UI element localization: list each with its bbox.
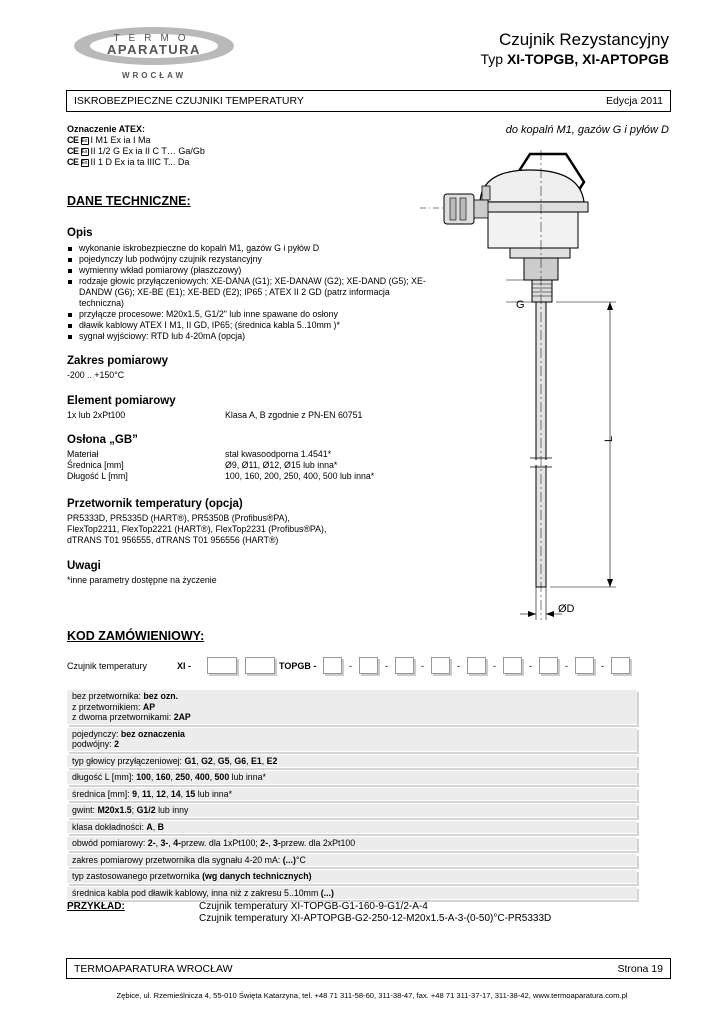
field-length[interactable] xyxy=(359,657,378,674)
opis-item: sygnał wyjściowy: RTD lub 4-20mA (opcja) xyxy=(67,331,437,342)
opis-item: dławik kablowy ATEX I M1, II GD, IP65; (średnica kabla 5..10mm )* xyxy=(67,320,437,331)
footer-company: TERMOAPARATURA WROCŁAW xyxy=(74,962,233,975)
order-dash: - xyxy=(385,660,388,671)
element-block xyxy=(67,396,362,421)
uwagi-value: *inne parametry dostępne na życzenie xyxy=(67,575,217,585)
oslona-key: Materiał xyxy=(67,449,99,459)
company-address: Zębice, ul. Rzemieślnicza 4, 55-010 Święta Katarzyna, tel. +48 71 311-58-60, 311-38-47, fax. +48 71 311-37-17, 311-38-42, www.termoaparatura.com.pl xyxy=(116,991,628,1000)
uwagi-block xyxy=(67,561,217,586)
order-option: długość L [mm]: 100, 160, 250, 400, 500 lub inna* xyxy=(67,771,637,785)
element-type: 1x lub 2xPt100 xyxy=(67,410,126,420)
process-thread xyxy=(532,280,552,302)
ex-mark-icon: Ex xyxy=(81,159,88,166)
oslona-value: stal kwasoodporna 1.4541* xyxy=(225,449,332,459)
ce-mark-icon: CE xyxy=(67,135,79,145)
przetwornik-block xyxy=(67,499,326,546)
order-prefix: XI - xyxy=(177,660,192,671)
logo-line1: TERMO xyxy=(113,33,195,44)
field-range[interactable] xyxy=(539,657,558,674)
opis-item: wykonanie iskrobezpieczne do kopalń M1, gazów G i pyłów D xyxy=(67,243,437,254)
title-sub xyxy=(480,51,669,67)
przetwornik-line: dTRANS T01 956555, dTRANS T01 956556 (HART®) xyxy=(67,535,279,545)
atex-line xyxy=(67,157,205,168)
field-converter[interactable] xyxy=(207,657,237,674)
zakres-title: Zakres pomiarowy xyxy=(67,355,168,367)
logo-line2: APARATURA xyxy=(107,42,201,57)
przetwornik-lines xyxy=(67,513,326,546)
element-row xyxy=(67,410,362,421)
oslona-value: 100, 160, 200, 250, 400, 500 lub inna* xyxy=(225,471,375,481)
example-line: Czujnik temperatury XI-APTOPGB-G2-250-12-M20x1.5-A-3-(0-50)°C-PR5333D xyxy=(199,913,552,924)
order-option: pojedynczy: bez oznaczenia podwójny: 2 xyxy=(67,728,637,752)
field-circuit[interactable] xyxy=(503,657,522,674)
oslona-value: Ø9, Ø11, Ø12, Ø15 lub inna* xyxy=(225,460,338,470)
order-option: średnica [mm]: 9, 11, 12, 14, 15 lub inna* xyxy=(67,788,637,802)
order-dash: - xyxy=(493,660,496,671)
atex-line-text: I M1 Ex ia I Ma xyxy=(90,135,151,145)
example-line: Czujnik temperatury XI-TOPGB-G1-160-9-G1/2-A-4 xyxy=(199,901,428,912)
przetwornik-line: FlexTop2211, FlexTop2221 (HART®), FlexTop2231 (Profibus®PA), xyxy=(67,524,327,534)
header-category: ISKROBEZPIECZNE CZUJNIKI TEMPERATURY xyxy=(74,95,304,107)
example-values xyxy=(199,901,551,925)
cable-gland xyxy=(420,194,488,224)
company-logo xyxy=(72,24,236,86)
atex-marking xyxy=(67,124,205,168)
order-dash: - xyxy=(421,660,424,671)
order-option: gwint: M20x1.5; G1/2 lub inny xyxy=(67,804,637,818)
zakres-value: -200 .. +150°C xyxy=(67,370,125,380)
atex-line xyxy=(67,146,205,157)
dimension-l-label: L xyxy=(603,435,615,442)
section-order-title: KOD ZAMÓWIENIOWY: xyxy=(67,629,205,643)
application-subtitle: do kopalń M1, gazów G i pyłów D xyxy=(505,124,669,136)
order-mid: TOPGB - xyxy=(279,660,317,671)
oslona-title: Osłona „GB” xyxy=(67,434,138,446)
order-option: obwód pomiarowy: 2-, 3-, 4-przew. dla 1xPt100; 2-, 3-przew. dla 2xPt100 xyxy=(67,837,637,851)
order-dash: - xyxy=(457,660,460,671)
field-sensor-count[interactable] xyxy=(245,657,275,674)
order-option: zakres pomiarowy przetwornika dla sygnału 4-20 mA: (...)°C xyxy=(67,854,637,868)
order-options-list xyxy=(67,690,637,903)
order-code-form xyxy=(67,657,630,674)
field-thread[interactable] xyxy=(431,657,450,674)
order-dash: - xyxy=(529,660,532,671)
oslona-row xyxy=(67,460,374,471)
oslona-rows xyxy=(67,449,374,482)
opis-list xyxy=(67,243,437,342)
order-dash: - xyxy=(349,660,352,671)
title-main: Czujnik Rezystancyjny xyxy=(498,30,669,49)
ce-mark-icon: CE xyxy=(67,146,79,156)
field-diameter[interactable] xyxy=(395,657,414,674)
opis-item: pojedynczy lub podwójny czujnik rezystancyjny xyxy=(67,254,437,265)
header-bar xyxy=(66,90,671,112)
atex-line-text: II 1 D Ex ia ta IIIC T... Da xyxy=(90,157,190,167)
dimension-d-label: ØD xyxy=(558,603,575,615)
title-sub-prefix: Typ xyxy=(480,51,507,67)
opis-title: Opis xyxy=(67,227,93,239)
ex-mark-icon: Ex xyxy=(81,137,88,144)
oslona-row xyxy=(67,449,374,460)
logo-line3: WROCŁAW xyxy=(121,71,187,80)
footer-bar xyxy=(66,958,671,979)
order-dash: - xyxy=(565,660,568,671)
oslona-key: Średnica [mm] xyxy=(67,460,124,470)
order-form-label: Czujnik temperatury xyxy=(67,660,148,671)
uwagi-title: Uwagi xyxy=(67,560,101,572)
field-head-type[interactable] xyxy=(323,657,342,674)
field-cable-diameter[interactable] xyxy=(611,657,630,674)
atex-heading: Oznaczenie ATEX: xyxy=(67,124,146,134)
opis-item: przyłącze procesowe: M20x1.5, G1/2" lub inne spawane do osłony xyxy=(67,309,437,320)
przetwornik-line: PR5333D, PR5335D (HART®), PR5350B (Profibus®PA), xyxy=(67,513,290,523)
document-title xyxy=(480,30,669,67)
order-option: typ głowicy przyłączeniowej: G1, G2, G5, G6, E1, E2 xyxy=(67,755,637,769)
atex-line-text: II 1/2 G Ex ia II C T… Ga/Gb xyxy=(90,146,205,156)
element-title: Element pomiarowy xyxy=(67,395,176,407)
ex-mark-icon: Ex xyxy=(81,148,88,155)
sensor-drawing xyxy=(420,150,680,630)
order-option: typ zastosowanego przetwornika (wg danych technicznych) xyxy=(67,870,637,884)
title-sub-bold: XI-TOPGB, XI-APTOPGB xyxy=(506,51,669,67)
oslona-key: Długość L [mm] xyxy=(67,471,128,481)
oslona-block xyxy=(67,435,374,482)
zakres-block xyxy=(67,356,168,381)
header-edition: Edycja 2011 xyxy=(605,95,663,107)
connection-head xyxy=(476,170,588,258)
order-option: klasa dokładności: A, B xyxy=(67,821,637,835)
oslona-row xyxy=(67,471,374,482)
order-dash: - xyxy=(601,660,604,671)
opis-block xyxy=(67,228,437,342)
field-class[interactable] xyxy=(467,657,486,674)
przetwornik-title: Przetwornik temperatury (opcja) xyxy=(67,498,243,510)
ce-mark-icon: CE xyxy=(67,157,79,167)
section-tech-title: DANE TECHNICZNE: xyxy=(67,194,191,208)
opis-item: wymienny wkład pomiarowy (płaszczowy) xyxy=(67,265,437,276)
opis-item: rodzaje głowic przyłączeniowych: XE-DANA (G1); XE-DANAW (G2); XE-DAND (G5); XE-DANDW (G6); XE-BE (E1); XE-BED (E2); IP65 ; ATEX II 2 GD (patrz informacja techniczna) xyxy=(67,276,437,309)
example-block xyxy=(67,901,551,925)
order-option: bez przetwornika: bez ozn. z przetwornikiem: AP z dwoma przetwornikami: 2AP xyxy=(67,690,637,725)
field-converter-type[interactable] xyxy=(575,657,594,674)
example-label: PRZYKŁAD: xyxy=(67,901,125,912)
element-class: Klasa A, B zgodnie z PN-EN 60751 xyxy=(225,410,363,420)
order-option: średnica kabla pod dławik kablowy, inna niż z zakresu 5..10mm (...) xyxy=(67,887,637,901)
dimension-g-label: G xyxy=(516,299,525,311)
footer-page: Strona 19 xyxy=(617,962,663,975)
atex-line xyxy=(67,135,205,146)
